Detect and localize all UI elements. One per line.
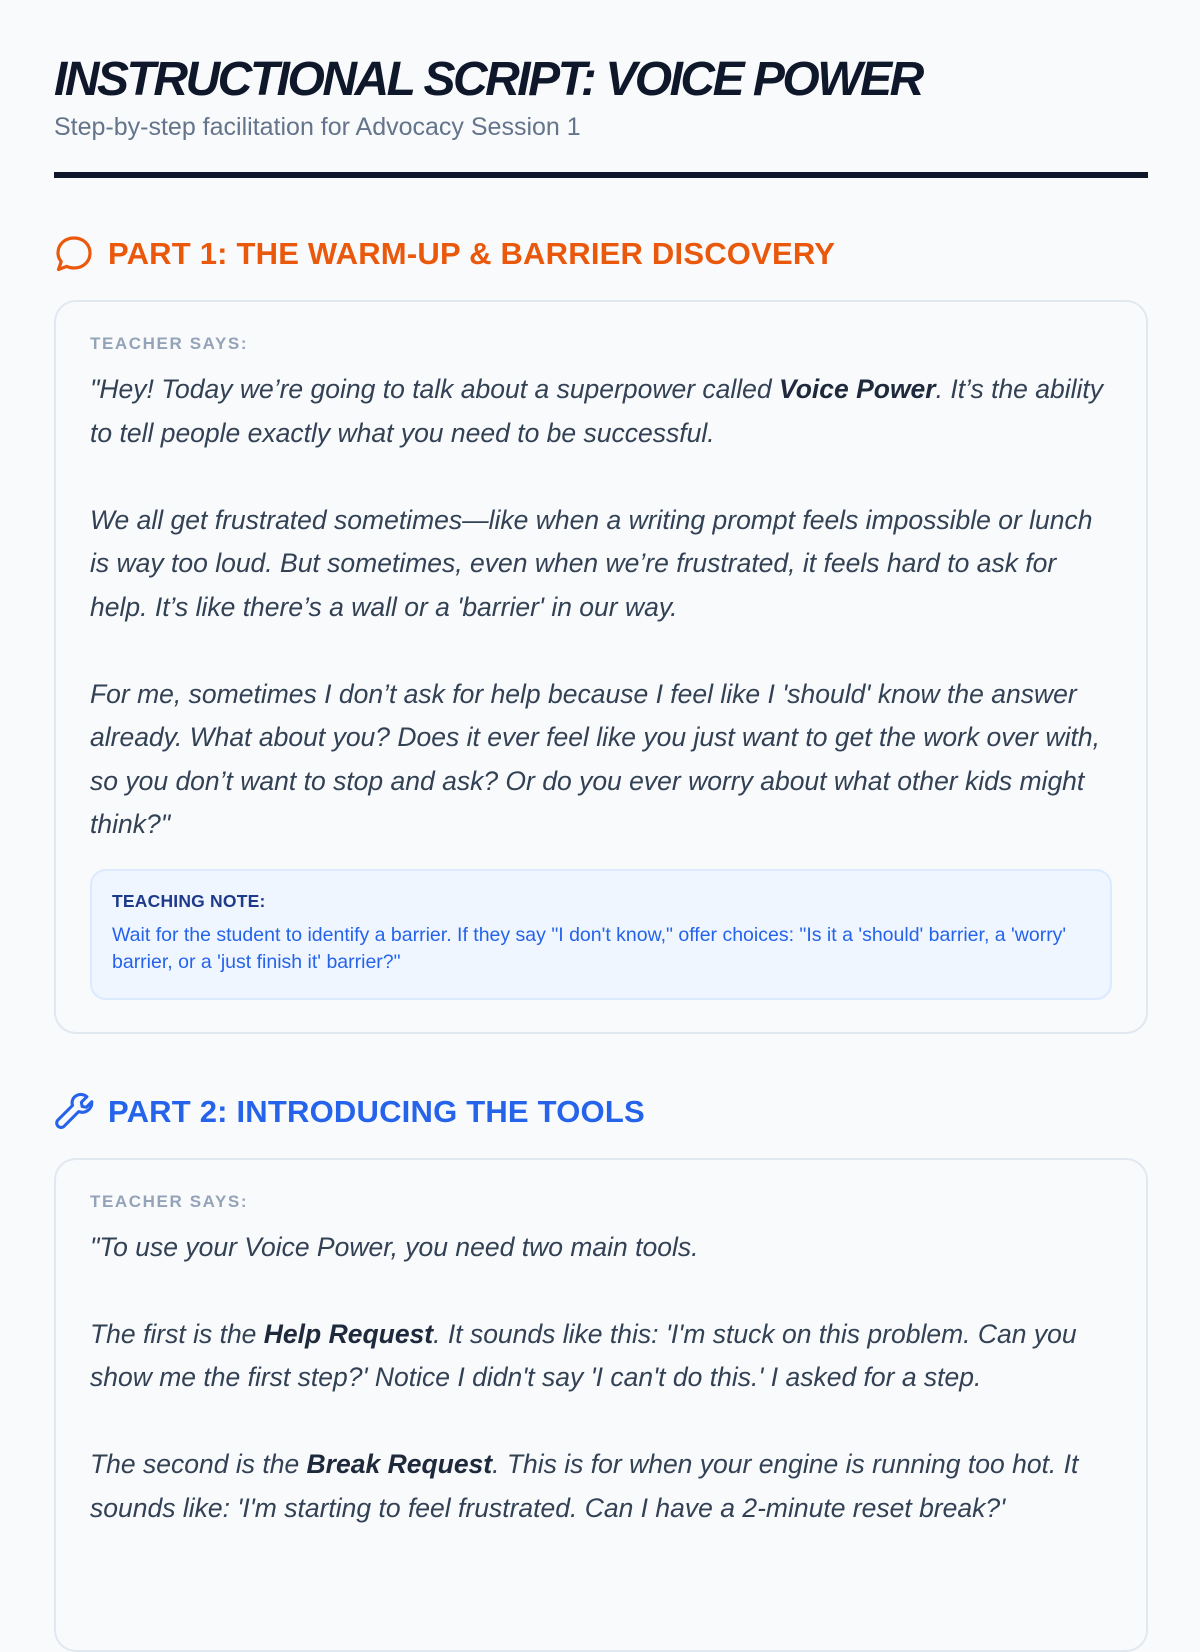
script-paragraph: "To use your Voice Power, you need two main tools. (90, 1226, 1112, 1270)
script-text: "Hey! Today we’re going to talk about a superpower called (90, 374, 779, 404)
script-emphasis: Break Request (307, 1449, 493, 1479)
teaching-note (90, 869, 1112, 1000)
script-paragraph: For me, sometimes I don’t ask for help because I feel like I 'should' know the answer already. What about you? Does it ever feel like you just want to get the work over with, so you don’t want to stop and ask? Or do you ever worry about what other kids might think?" (90, 673, 1112, 847)
page-title: INSTRUCTIONAL SCRIPT: VOICE POWER (54, 52, 1146, 108)
teacher-says-label: TEACHER SAYS: (90, 334, 1112, 354)
script-paragraph (90, 1443, 1112, 1530)
script-text: . It sounds like this: 'I'm stuck on this problem. Can you show me the first step?' Notice I didn't say 'I can't do this.' I asked for a step. (90, 1319, 1077, 1393)
script-emphasis: Voice Power (779, 374, 936, 404)
part2-title: PART 2: INTRODUCING THE TOOLS (108, 1094, 645, 1130)
wrench-icon (54, 1092, 94, 1132)
part1-title: PART 1: THE WARM-UP & BARRIER DISCOVERY (108, 236, 835, 272)
teaching-note-label: TEACHING NOTE: (112, 891, 1088, 912)
speech-bubble-icon (54, 234, 94, 274)
part1-script (90, 368, 1112, 847)
script-emphasis: Help Request (264, 1319, 433, 1349)
script-text: The first is the (90, 1319, 264, 1349)
script-paragraph (90, 368, 1112, 455)
page-subtitle: Step-by-step facilitation for Advocacy Session 1 (54, 112, 1146, 142)
teacher-says-label: TEACHER SAYS: (90, 1192, 1112, 1212)
script-paragraph: We all get frustrated sometimes—like when a writing prompt feels impossible or lunch is way too loud. But sometimes, even when we’re frustrated, it feels hard to ask for help. It’s like there’s a wall or a 'barrier' in our way. (90, 499, 1112, 630)
script-paragraph (90, 1313, 1112, 1400)
part2-heading (54, 1092, 1146, 1132)
part1-heading (54, 234, 1146, 274)
part2-card (54, 1158, 1148, 1652)
script-text: . It’s the ability to tell people exactly what you need to be successful. (90, 374, 1103, 448)
title-divider (54, 172, 1148, 178)
part1-card (54, 300, 1148, 1034)
script-text: The second is the (90, 1449, 307, 1479)
teaching-note-text: Wait for the student to identify a barrier. If they say "I don't know," offer choices: "Is it a 'should' barrier, a 'worry' barrier, or a 'just finish it' barrier?" (112, 922, 1088, 976)
part2-script (90, 1226, 1112, 1531)
script-text: . This is for when your engine is running too hot. It sounds like: 'I'm starting to feel frustrated. Can I have a 2-minute reset break?' (90, 1449, 1078, 1523)
